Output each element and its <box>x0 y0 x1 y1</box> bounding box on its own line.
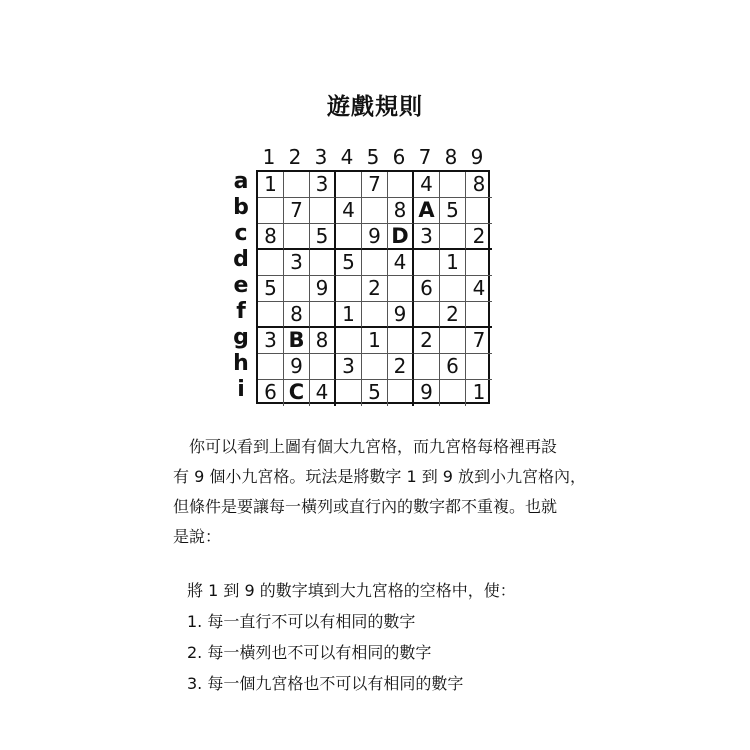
grid-cell: 7 <box>466 328 492 354</box>
grid-cell: 2 <box>414 328 440 354</box>
row-labels <box>228 170 254 404</box>
grid-cell: 9 <box>362 224 388 250</box>
grid-cell: 8 <box>466 172 492 198</box>
grid-cell: 7 <box>362 172 388 198</box>
rules-paragraph <box>173 432 593 552</box>
column-label: 2 <box>288 145 302 169</box>
column-label: 3 <box>314 145 328 169</box>
grid-cell <box>310 302 336 328</box>
rule-item: 1. 每一直行不可以有相同的數字 <box>187 612 416 631</box>
grid-cell <box>258 250 284 276</box>
column-labels <box>256 146 490 168</box>
paragraph-line: 是說： <box>173 527 222 546</box>
grid-cell: 6 <box>258 380 284 406</box>
grid-cell <box>258 302 284 328</box>
row-label: i <box>237 377 245 402</box>
grid-cell: 2 <box>362 276 388 302</box>
sudoku-grid <box>256 170 490 404</box>
grid-cell: 8 <box>310 328 336 354</box>
grid-cell <box>388 328 414 354</box>
grid-cell <box>284 224 310 250</box>
grid-cell: 4 <box>388 250 414 276</box>
grid-cell <box>414 302 440 328</box>
grid-cell <box>440 276 466 302</box>
grid-cell: 3 <box>310 172 336 198</box>
grid-cell: 1 <box>440 250 466 276</box>
grid-cell: 3 <box>336 354 362 380</box>
row-label: h <box>233 351 249 376</box>
paragraph-line: 你可以看到上圖有個大九宮格，而九宮格每格裡再設 <box>173 437 558 456</box>
row-label: a <box>233 169 249 194</box>
grid-cell <box>310 250 336 276</box>
grid-cell: B <box>284 328 310 354</box>
grid-cell: 8 <box>284 302 310 328</box>
grid-cell <box>440 224 466 250</box>
grid-cell: C <box>284 380 310 406</box>
grid-cell: 5 <box>362 380 388 406</box>
grid-cell <box>258 198 284 224</box>
row-label: g <box>233 325 249 350</box>
grid-cell: 4 <box>414 172 440 198</box>
grid-cell: 3 <box>414 224 440 250</box>
grid-cell <box>466 198 492 224</box>
grid-cell: 9 <box>414 380 440 406</box>
paragraph-line: 但條件是要讓每一橫列或直行內的數字都不重複。也就 <box>173 497 558 516</box>
grid-cell: 1 <box>336 302 362 328</box>
grid-cell: 5 <box>310 224 336 250</box>
grid-cell <box>310 354 336 380</box>
grid-cell: D <box>388 224 414 250</box>
grid-cell <box>362 302 388 328</box>
grid-cell <box>284 276 310 302</box>
grid-cell <box>336 224 362 250</box>
column-label: 1 <box>262 145 276 169</box>
grid-cell <box>336 328 362 354</box>
rules-list <box>187 575 587 699</box>
grid-cell <box>310 198 336 224</box>
grid-cell: 6 <box>440 354 466 380</box>
grid-cell: 6 <box>414 276 440 302</box>
grid-cell <box>388 380 414 406</box>
grid-cell <box>362 354 388 380</box>
row-label: e <box>233 273 249 298</box>
column-label: 6 <box>392 145 406 169</box>
page-title: 遊戲規則 <box>327 94 423 120</box>
row-label: f <box>236 299 246 324</box>
grid-cell: 3 <box>258 328 284 354</box>
rules-intro: 將 1 到 9 的數字填到大九宮格的空格中，使： <box>187 581 516 600</box>
grid-cell <box>336 276 362 302</box>
grid-cell: 4 <box>310 380 336 406</box>
column-label: 4 <box>340 145 354 169</box>
grid-cell <box>414 250 440 276</box>
grid-cell <box>362 198 388 224</box>
grid-cell: 3 <box>284 250 310 276</box>
grid-cell: 9 <box>388 302 414 328</box>
grid-cell <box>284 172 310 198</box>
grid-cell: 8 <box>258 224 284 250</box>
grid-cell <box>336 380 362 406</box>
column-label: 8 <box>444 145 458 169</box>
paragraph-line: 有 9 個小九宮格。玩法是將數字 1 到 9 放到小九宮格內， <box>173 467 587 486</box>
grid-cell: 2 <box>440 302 466 328</box>
column-label: 9 <box>470 145 484 169</box>
grid-cell: 1 <box>258 172 284 198</box>
grid-cell: 2 <box>466 224 492 250</box>
grid-cell: 1 <box>362 328 388 354</box>
grid-cell <box>440 172 466 198</box>
grid-cell: 4 <box>466 276 492 302</box>
grid-cell: 4 <box>336 198 362 224</box>
grid-cell <box>258 354 284 380</box>
grid-cell: 9 <box>310 276 336 302</box>
grid-cell: 9 <box>284 354 310 380</box>
grid-cell: A <box>414 198 440 224</box>
grid-cell: 8 <box>388 198 414 224</box>
column-label: 5 <box>366 145 380 169</box>
grid-cell <box>388 172 414 198</box>
grid-cell <box>440 328 466 354</box>
grid-cell <box>466 250 492 276</box>
rule-item: 3. 每一個九宮格也不可以有相同的數字 <box>187 674 464 693</box>
grid-cell: 5 <box>258 276 284 302</box>
grid-cell <box>414 354 440 380</box>
row-label: d <box>233 247 249 272</box>
column-label: 7 <box>418 145 432 169</box>
grid-cell <box>466 354 492 380</box>
grid-cell <box>336 172 362 198</box>
grid-cell: 5 <box>440 198 466 224</box>
grid-cell <box>440 380 466 406</box>
row-label: b <box>233 195 249 220</box>
grid-cell <box>362 250 388 276</box>
grid-cell <box>388 276 414 302</box>
grid-cell: 1 <box>472 380 486 404</box>
grid-cell: 5 <box>336 250 362 276</box>
grid-cell: 7 <box>284 198 310 224</box>
grid-cell <box>466 302 492 328</box>
grid-cell: 2 <box>388 354 414 380</box>
rule-item: 2. 每一橫列也不可以有相同的數字 <box>187 643 432 662</box>
row-label: c <box>234 221 248 246</box>
